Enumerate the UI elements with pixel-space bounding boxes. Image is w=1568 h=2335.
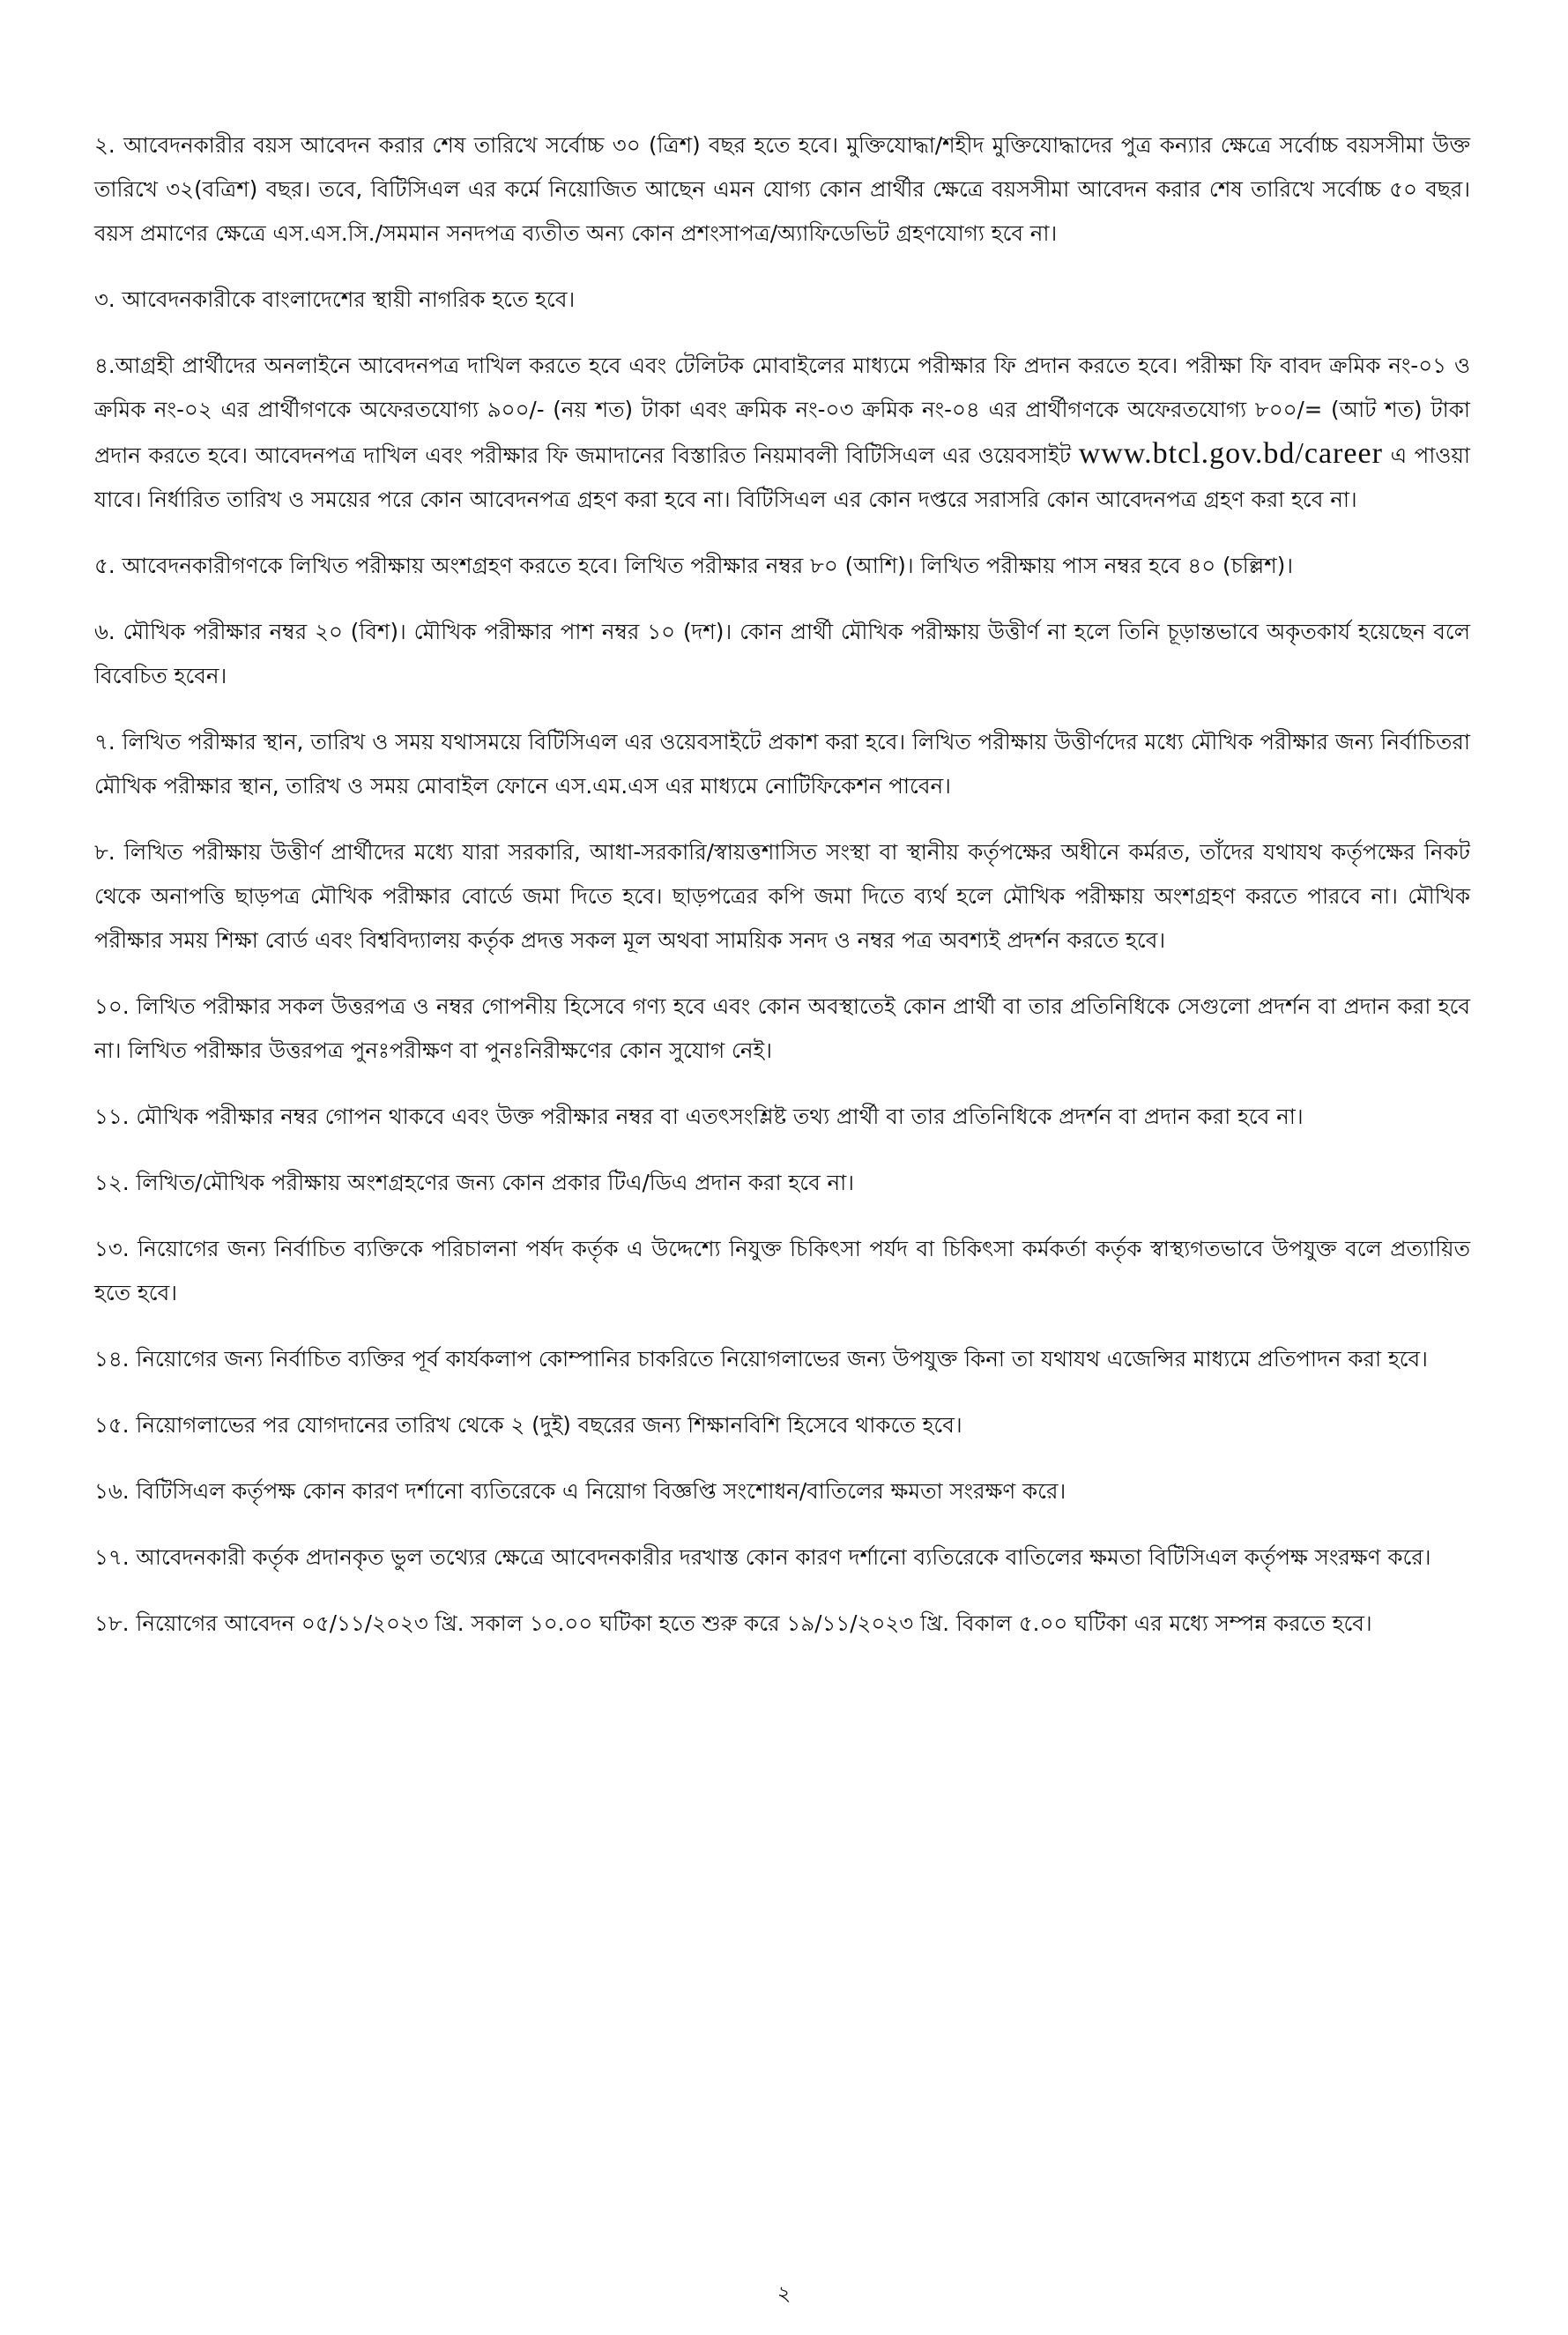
clause-8-clearance: ৮. লিখিত পরীক্ষায় উত্তীর্ণ প্রার্থীদের মধ্যে যারা সরকারি, আধা-সরকারি/স্বায়ত্তশাসিত সংস্থা বা স্থানীয় কর্তৃপক্ষের অধীনে কর্মরত, তাঁদের যথাযথ কর্তৃপক্ষের নিকট থেকে অনাপত্তি ছাড়পত্র মৌখিক পরীক্ষার বোর্ডে জমা দিতে হবে। ছাড়পত্রের কপি জমা দিতে ব্যর্থ হলে মৌখিক পরীক্ষায় অংশগ্রহণ করতে পারবে না। মৌখিক পরীক্ষার সময় শিক্ষা বোর্ড এবং বিশ্ববিদ্যালয় কর্তৃক প্রদত্ত সকল মূল অথবা সাময়িক সনদ ও নম্বর পত্র অবশ্যই প্রদর্শন করতে হবে। [94, 839, 1470, 953]
clause-4-text-before-link: ৪.আগ্রহী প্রার্থীদের অনলাইনে আবেদনপত্র দাখিল করতে হবে এবং টেলিটক মোবাইলের মাধ্যমে পরীক্ষার ফি প্রদান করতে হবে। পরীক্ষা ফি বাবদ ক্রমিক নং-০১ ও ক্রমিক নং-০২ এর প্রার্থীগণকে অফেরতযোগ্য ৯০০/- (নয় শত) টাকা এবং ক্রমিক নং-০৩ ক্রমিক নং-০৪ এর প্রার্থীগণকে অফেরতযোগ্য ৮০০/= (আট শত) টাকা প্রদান করতে হবে। আবেদনপত্র দাখিল এবং পরীক্ষার ফি জমাদানের বিস্তারিত নিয়মাবলী বিটিসিএল এর ওয়েবসাইট [94, 353, 1470, 468]
page-number: ২ [777, 2281, 791, 2306]
clause-12-ta-da: ১২. লিখিত/মৌখিক পরীক্ষায় অংশগ্রহণের জন্য কোন প্রকার টিএ/ডিএ প্রদান করা হবে না। [94, 1170, 855, 1195]
clause-13-medical: ১৩. নিয়োগের জন্য নির্বাচিত ব্যক্তিকে পরিচালনা পর্ষদ কর্তৃক এ উদ্দেশ্যে নিযুক্ত চিকিৎসা পর্যদ বা চিকিৎসা কর্মকর্তা কর্তৃক স্বাস্থ্যগতভাবে উপযুক্ত বলে প্রত্যায়িত হতে হবে। [94, 1236, 1470, 1305]
clause-18-application-period: ১৮. নিয়োগের আবেদন ০৫/১১/২০২৩ খ্রি. সকাল ১০.০০ ঘটিকা হতে শুরু করে ১৯/১১/২০২৩ খ্রি. বিকাল ৫.০০ ঘটিকা এর মধ্যে সম্পন্ন করতে হবে। [94, 1610, 1372, 1636]
clause-14-verification: ১৪. নিয়োগের জন্য নির্বাচিত ব্যক্তির পূর্ব কার্যকলাপ কোম্পানির চাকরিতে নিয়োগলাভের জন্য উপযুক্ত কিনা তা যথাযথ এজেন্সির মাধ্যমে প্রতিপাদন করা হবে। [94, 1346, 1428, 1372]
clause-5-written-exam: ৫. আবেদনকারীগণকে লিখিত পরীক্ষায় অংশগ্রহণ করতে হবে। লিখিত পরীক্ষার নম্বর ৮০ (আশি)। লিখিত পরীক্ষায় পাস নম্বর হবে ৪০ (চল্লিশ)। [94, 553, 1294, 578]
clause-15-probation: ১৫. নিয়োগলাভের পর যোগদানের তারিখ থেকে ২ (দুই) বছরের জন্য শিক্ষানবিশি হিসেবে থাকতে হবে। [94, 1412, 962, 1438]
clause-17-false-information: ১৭. আবেদনকারী কর্তৃক প্রদানকৃত ভুল তথ্যের ক্ষেত্রে আবেদনকারীর দরখাস্ত কোন কারণ দর্শানো ব্যতিরেকে বাতিলের ক্ষমতা বিটিসিএল কর্তৃপক্ষ সংরক্ষণ করে। [94, 1544, 1431, 1570]
clause-3-citizenship: ৩. আবেদনকারীকে বাংলাদেশের স্থায়ী নাগরিক হতে হবে। [94, 286, 576, 312]
clause-4-online-application [94, 344, 1470, 522]
career-website-link[interactable]: www.btcl.gov.bd/career [1078, 437, 1383, 470]
clause-4-text-after-link: এ পাওয়া যাবে। নির্ধারিত তারিখ ও সময়ের পরে কোন আবেদনপত্র গ্রহণ করা হবে না। বিটিসিএল এর কোন দপ্তরে সরাসরি কোন আবেদনপত্র গ্রহণ করা হবে না। [94, 442, 1470, 512]
clause-16-cancellation-right: ১৬. বিটিসিএল কর্তৃপক্ষ কোন কারণ দর্শানো ব্যতিরেকে এ নিয়োগ বিজ্ঞপ্তি সংশোধন/বাতিলের ক্ষমতা সংরক্ষণ করে। [94, 1478, 1066, 1504]
clause-11-viva-marks: ১১. মৌখিক পরীক্ষার নম্বর গোপন থাকবে এবং উক্ত পরীক্ষার নম্বর বা এতৎসংশ্লিষ্ট তথ্য প্রার্থী বা তার প্রতিনিধিকে প্রদর্শন বা প্রদান করা হবে না। [94, 1104, 1304, 1129]
clause-2-age-limit: ২. আবেদনকারীর বয়স আবেদন করার শেষ তারিখে সর্বোচ্চ ৩০ (ত্রিশ) বছর হতে হবে। মুক্তিযোদ্ধা/শহীদ মুক্তিযোদ্ধাদের পুত্র কন্যার ক্ষেত্রে সর্বোচ্চ বয়সসীমা উক্ত তারিখে ৩২(বত্রিশ) বছর। তবে, বিটিসিএল এর কর্মে নিয়োজিত আছেন এমন যোগ্য কোন প্রার্থীর ক্ষেত্রে বয়সসীমা আবেদন করার শেষ তারিখে সর্বোচ্চ ৫০ বছর। বয়স প্রমাণের ক্ষেত্রে এস.এস.সি./সমমান সনদপত্র ব্যতীত অন্য কোন প্রশংসাপত্র/অ্যাফিডেভিট গ্রহণযোগ্য হবে না। [94, 132, 1470, 246]
clause-6-viva-exam: ৬. মৌখিক পরীক্ষার নম্বর ২০ (বিশ)। মৌখিক পরীক্ষার পাশ নম্বর ১০ (দশ)। কোন প্রার্থী মৌখিক পরীক্ষায় উত্তীর্ণ না হলে তিনি চূড়ান্তভাবে অকৃতকার্য হয়েছেন বলে বিবেচিত হবেন। [94, 619, 1470, 688]
clause-7-exam-schedule: ৭. লিখিত পরীক্ষার স্থান, তারিখ ও সময় যথাসময়ে বিটিসিএল এর ওয়েবসাইটে প্রকাশ করা হবে। লিখিত পরীক্ষায় উত্তীর্ণদের মধ্যে মৌখিক পরীক্ষার জন্য নির্বাচিতরা মৌখিক পরীক্ষার স্থান, তারিখ ও সময় মোবাইল ফোনে এস.এম.এস এর মাধ্যমে নোটিফিকেশন পাবেন। [94, 729, 1470, 799]
clause-10-answer-sheets: ১০. লিখিত পরীক্ষার সকল উত্তরপত্র ও নম্বর গোপনীয় হিসেবে গণ্য হবে এবং কোন অবস্থাতেই কোন প্রার্থী বা তার প্রতিনিধিকে সেগুলো প্রদর্শন বা প্রদান করা হবে না। লিখিত পরীক্ষার উত্তরপত্র পুনঃপরীক্ষণ বা পুনঃনিরীক্ষণের কোন সুযোগ নেই। [94, 993, 1470, 1063]
